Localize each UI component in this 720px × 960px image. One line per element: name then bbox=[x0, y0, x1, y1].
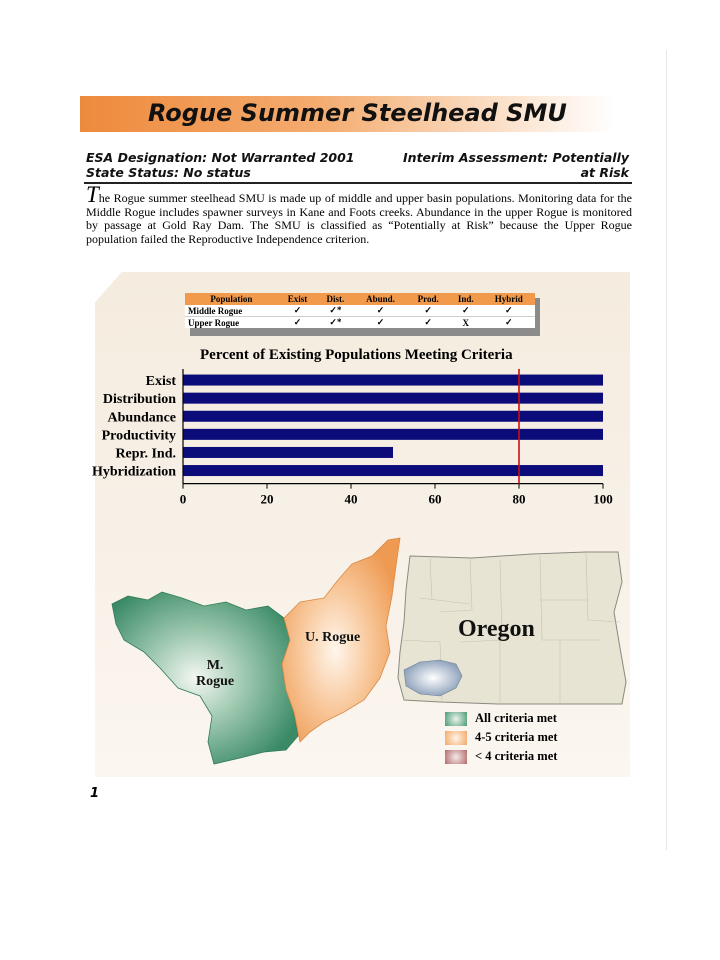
category-label: Distribution bbox=[102, 392, 176, 408]
intro-text: he Rogue summer steelhead SMU is made up of middle and upper basin populations. Monitoring data for the Middle Rogue includes spawner surveys in Kane and Foots creeks. Abundance in the upper Rogue is monitored by passage at Gold Ray Dam. The SMU is classified as “Potentially at Risk” because the Upper Rogue population failed the Reproductive Independence criterion. bbox=[86, 191, 632, 246]
category-label: Productivity bbox=[101, 428, 176, 444]
category-label: Repr. Ind. bbox=[115, 446, 176, 462]
oregon-label: Oregon bbox=[458, 616, 535, 642]
page-number: 1 bbox=[90, 786, 100, 801]
cell-prod: ✓ bbox=[407, 305, 449, 317]
legend-swatch bbox=[445, 712, 467, 726]
category-label: Hybridization bbox=[91, 464, 176, 480]
legend-label: 4-5 criteria met bbox=[475, 730, 558, 744]
cell-population: Middle Rogue bbox=[185, 305, 278, 317]
page-title: Rogue Summer Steelhead SMU bbox=[148, 99, 567, 127]
legend-label: < 4 criteria met bbox=[475, 749, 558, 763]
cell-dist: ✓* bbox=[317, 305, 354, 317]
x-tick-label: 60 bbox=[428, 491, 442, 507]
col-population: Population bbox=[185, 293, 278, 305]
category-label: Abundance bbox=[107, 410, 176, 426]
interim-assessment-line2: at Risk bbox=[580, 165, 629, 180]
cell-abund: ✓ bbox=[376, 317, 385, 327]
col-exist: Exist bbox=[278, 293, 317, 305]
col-hybrid: Hybrid bbox=[483, 293, 535, 305]
x-tick-label: 80 bbox=[512, 491, 526, 507]
x-tick-label: 100 bbox=[593, 491, 613, 507]
chart-title: Percent of Existing Populations Meeting Criteria bbox=[200, 347, 513, 363]
interim-assessment-line1: Interim Assessment: Potentially bbox=[403, 150, 629, 165]
cell-ind: X bbox=[462, 317, 470, 328]
middle-rogue-label: M. Rogue bbox=[196, 658, 235, 689]
cell-dist: ✓* bbox=[329, 317, 342, 327]
state-status: State Status: No status bbox=[86, 165, 251, 180]
col-prod: Prod. bbox=[407, 293, 449, 305]
cell-hybrid: ✓ bbox=[505, 317, 513, 327]
legend-swatch bbox=[445, 731, 467, 745]
category-label: Exist bbox=[145, 374, 176, 390]
upper-rogue-label: U. Rogue bbox=[305, 630, 361, 645]
esa-designation: ESA Designation: Not Warranted 2001 bbox=[86, 150, 355, 165]
x-tick-label: 40 bbox=[344, 491, 358, 507]
cell-exist: ✓ bbox=[293, 317, 302, 327]
cell-exist: ✓ bbox=[278, 305, 317, 317]
legend-swatch bbox=[445, 750, 467, 764]
col-dist: Dist. bbox=[317, 293, 354, 305]
x-tick-label: 20 bbox=[260, 491, 274, 507]
col-ind: Ind. bbox=[449, 293, 483, 305]
x-tick-label: 0 bbox=[179, 491, 187, 507]
cell-hybrid: ✓ bbox=[483, 305, 535, 317]
cell-ind: ✓ bbox=[449, 305, 483, 317]
cell-prod: ✓ bbox=[424, 317, 432, 327]
cell-population: Upper Rogue bbox=[188, 317, 240, 328]
legend-label: All criteria met bbox=[475, 711, 557, 725]
cell-abund: ✓ bbox=[354, 305, 408, 317]
col-abund: Abund. bbox=[354, 293, 408, 305]
drop-cap: T bbox=[86, 182, 99, 207]
